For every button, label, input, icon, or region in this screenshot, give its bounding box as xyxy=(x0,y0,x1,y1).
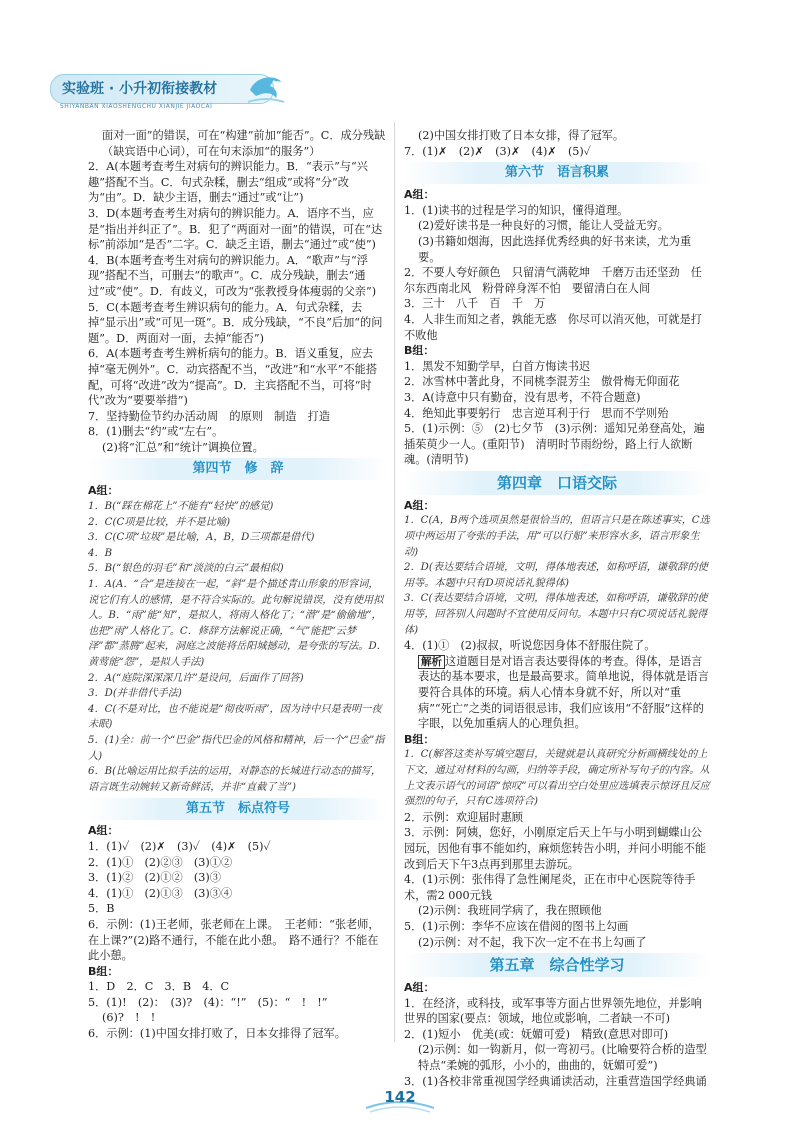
section-title: 第五节 标点符号 xyxy=(88,798,388,820)
answer-item: 5．B(“银色的羽毛”和“淡淡的白云”最相似) xyxy=(88,563,284,575)
answer-item: 5．C(本题考查考生辨识病句的能力。A．句式杂糅，去掉“显示出”或“可见一斑”。B．成分残缺，“不良”后加“的问题”。D．两面对一面，去掉“能否”) xyxy=(88,300,383,345)
answer-item: 1．黑发不知勤学早，白首方悔读书迟 xyxy=(404,359,591,373)
answer-item: 4．B(本题考查考生对病句的辨识能力。A．“歌声”与“浮现”搭配不当，可删去“的歌声”。C．成分残缺，删去“通过”或“使”。D．有歧义，可改为“张教授身体瘦弱的父亲”) xyxy=(88,253,377,298)
chapter-title: 第五章 综合性学习 xyxy=(404,953,710,977)
answer-item: 7．坚持勤俭节约办活动周 的原则 制造 打造 xyxy=(88,409,331,423)
group-label: B组： xyxy=(88,964,119,978)
answer-item: 3．(1)各校非常重视国学经典诵读活动，注重营造国学经典诵 xyxy=(404,1074,707,1088)
answer-item: (2)示例：我班同学病了，我在照顾他 xyxy=(418,904,602,918)
answer-item: 3．(1)② (2)①② (3)③ xyxy=(88,871,221,885)
book-subtitle: SHIYANBAN XIAOSHENGCHU XIANJIE JIAOCAI xyxy=(60,103,213,110)
section-title: 第六节 语言积累 xyxy=(404,162,710,184)
text-line: （缺宾语中心词），可在句末添加“的服务”） xyxy=(102,144,321,158)
answer-item: 5．(1)示例：李华不应该在借阅的图书上勾画 xyxy=(404,919,629,933)
answer-item: 5．(1)示例：⑤ (2)七夕节 (3)示例：遥知兄弟登高处，遍插茱萸少一人。(重阳节) 清明时节雨纷纷，路上行人欲断魂。(清明节) xyxy=(404,422,705,467)
group-label: A组： xyxy=(88,824,119,838)
section-title: 第四节 修 辞 xyxy=(88,458,388,480)
answer-item: 3．A(诗意中只有勤奋，没有思考，不符合题意) xyxy=(404,390,641,404)
book-header xyxy=(50,72,280,120)
answer-item: 6．示例：(1)王老师，张老师在上课。 王老师：“张老师，在上课?”(2)路不通行，不能在此小憩。 路不通行？不能在此小憩。 xyxy=(88,917,380,963)
answer-item: 1．B(“踩在棉花上”不能有“轻快”的感觉) xyxy=(88,501,274,513)
answer-item: 3．D(并非借代手法) xyxy=(88,688,182,700)
answer-item: 2．A(本题考查考生对病句的辨识能力。B．“表示”与“兴趣”搭配不当。C．句式杂糅，删去“组成”或将“分”改为“由”。D．缺少主语，删去“通过”或“让”) xyxy=(88,160,368,205)
answer-item: 8．(1)删去“约”或“左右”。 xyxy=(88,425,224,439)
answer-item: (2)爱好读书是一种良好的习惯，能让人受益无穷。 xyxy=(418,219,669,233)
answer-item: 6．A(本题考查考生辨析病句的能力。B．语义重复，应去掉“毫无例外”。C．动宾搭配不当，“改进”和“水平”不能搭配，可将“改进”改为“提高”。D．主宾搭配不当，可将“时代”改为“要要举措”) xyxy=(88,347,378,408)
answer-item: (2)示例：如一钩新月，似一弯初弓。(比喻要符合桥的造型特点“柔婉的弧形，小小的，曲曲的，妩媚可爱”) xyxy=(418,1043,707,1073)
answer-item: 1．(1)读书的过程是学习的知识，懂得道理。 xyxy=(404,203,629,217)
book-title: 实验班 · 小升初衔接教材 xyxy=(62,81,218,97)
answer-item: 3．D(本题考查考生对病句的辨识能力。A．语序不当，应是“指出并纠正了”。B．犯了“两面对一面”的错误，可在“达标”前添加“是否”二字。C．缺乏主语，删去“通过”或“使”) xyxy=(88,206,383,252)
text-line: 7．(1)✗ (2)✗ (3)✗ (4)✗ (5)✓ xyxy=(404,144,592,158)
answer-item: 5．B xyxy=(88,902,115,916)
answer-item: 4．B xyxy=(88,547,113,559)
answer-item: 2．C(C项是比较，并不是比喻) xyxy=(88,516,231,528)
chapter-title: 第四章 口语交际 xyxy=(404,471,710,495)
group-label: A组： xyxy=(88,484,119,498)
page-number-badge xyxy=(360,1082,440,1116)
answer-item: 3．C(表达要结合语境，文明，得体地表述，如称呼语，谦敬辞的使用等，回答别人问题时不宜使用反问句。本题中只有C项说话礼貌得体) xyxy=(404,593,708,636)
analysis-paragraph xyxy=(404,654,710,732)
dolphin-icon xyxy=(246,68,286,106)
answer-item: 2．A(“庭院深深深几许”是设问，后面作了回答) xyxy=(88,672,304,684)
answer-item: 5．(1)! (2)： (3)? (4)：“!” (5)：“ ! !” xyxy=(88,995,328,1009)
answer-item: 4．C(不是对比，也不能说是“彻夜听雨”，因为诗中只是表明一夜未眠) xyxy=(88,703,382,731)
answer-item: 1．C(解答这类补写填空题目，关键就是认真研究分析画横线处的上下文，通过对材料的勾画，归纳等手段，确定所补写句子的内容。从上文表示语气的词语“惊叹”可以看出空白处里应选填表示惊讶且反应强烈的句子，只有C选项符合) xyxy=(404,749,710,808)
answer-item: 3．C(C项“垃圾”是比喻，A，B，D三项都是借代) xyxy=(88,532,315,544)
answer-item: 2．(1)短小 优美(或：妩媚可爱) 精致(意思对即可) xyxy=(404,1027,669,1041)
group-label: B组： xyxy=(404,344,435,358)
answer-item: 6．示例：(1)中国女排打败了，日本女排得了冠军。 xyxy=(88,1027,346,1041)
page-number: 142 xyxy=(384,1088,416,1106)
text-line: 面对一面”的错误，可在“构建”前加“能否”。C．成分残缺 xyxy=(102,129,386,142)
answer-item: 2．D(表达要结合语境，文明，得体地表述，如称呼语，谦敬辞的使用等。本题中只有D项说话礼貌得体) xyxy=(404,562,708,589)
answer-item: 4．(1)① (2)叔叔，听说您因身体不舒服住院了。 xyxy=(404,639,656,653)
answer-item: 1．D 2．C 3．B 4．C xyxy=(88,980,230,994)
answer-item: 2．(1)① (2)②③ (3)①② xyxy=(88,855,233,869)
answer-item: (2)示例：对不起，我下次一定不在书上勾画了 xyxy=(418,935,647,949)
left-column xyxy=(88,128,388,1042)
group-label: B组： xyxy=(404,732,435,746)
answer-item: 6．B(比喻运用比拟手法的运用，对静态的长城进行动态的描写，语言既生动婉转又新奇鲜活，并非“直截了当”) xyxy=(88,766,382,793)
answer-item: (6)? ! ! xyxy=(102,1011,156,1025)
group-label: A组： xyxy=(404,188,435,202)
answer-item: 1．C(A，B两个选项虽然是很恰当的，但语言只是在陈述事实，C选项中两运用了夸张的手法，用“可以行船”来形容水多，语言形象生动) xyxy=(404,515,710,558)
right-column xyxy=(404,128,710,1089)
answer-item: (3)书籍如烟海，因此选择优秀经典的好书来读，尤为重要。 xyxy=(418,234,692,264)
answer-item: 4．(1)示例：张伟得了急性阑尾炎，正在市中心医院等待手术，需2 000元钱 xyxy=(404,873,696,902)
group-label: A组： xyxy=(404,498,435,512)
answer-item: 1．在经济，或科技，或军事等方面占世界领先地位，并影响世界的国家(要点：领域，地位或影响，二者缺一不可) xyxy=(404,996,702,1026)
answer-item: 5．(1)全：前一个“巴金”指代巴金的风格和精神，后一个“巴金”指人) xyxy=(88,734,385,762)
answer-item: 1．(1)✓ (2)✗ (3)✓ (4)✗ (5)✓ xyxy=(88,839,271,853)
answer-item: 4．(1)① (2)①③ (3)③④ xyxy=(88,886,233,900)
answer-item: 2．冰雪林中著此身，不同桃李混芳尘 傲骨梅无仰面花 xyxy=(404,375,680,389)
answer-item: 2．示例：欢迎届时惠顾 xyxy=(404,810,523,824)
answer-item: 1．A(A．“合”是连接在一起，“斜”是个描述青山形象的形容词，说它们有人的感情，是不符合实际的。此句解说错误，没有使用拟人。B．“雨”能“知”，是拟人，将雨人格化了；“潜”是“偷偷地”，也把“雨”人格化了。C．修辞方法解说正确，“气”能把“云梦泽”都“蒸腾”起来，洞庭之波能将岳阳城撼动，是夸张的写法。D．黄莺能“怨”，是拟人手法) xyxy=(88,579,387,668)
answer-item: 4．绝知此事要躬行 忠言逆耳利于行 思而不学则殆 xyxy=(404,406,669,420)
answer-item: 2．不要人夸好颜色 只留清气满乾坤 千磨万击还坚劲 任尔东西南北风 粉骨碎身浑不怕 要留清白在人间 xyxy=(404,266,702,295)
answer-item: (2)将“汇总”和“统计”调换位置。 xyxy=(102,440,264,454)
answer-item: 3．示例：阿姨，您好，小刚原定后天上午与小明到蝴蝶山公园玩，因他有事不能如约，麻烦您转告小明，并问小明能不能改到后天下午3点再到那里去游玩。 xyxy=(404,826,707,871)
answer-item: 4．人非生而知之者，孰能无惑 你尽可以消灭他，可就是打不败他 xyxy=(404,312,702,342)
analysis-tag: 解析 xyxy=(418,655,445,669)
group-label: A组： xyxy=(404,981,435,995)
analysis-text: 这道题目是对语言表达要得体的考查。得体，是语言表达的基本要求，也是最高要求。简单地说，得体就是语言要符合具体的环境。病人心情本身就不好，所以对“重病”“死亡”之类的词语很忌讳，我们应该用“不舒服”这样的字眼，以免加重病人的心理负担。 xyxy=(418,654,709,731)
answer-item: 3．三十 八千 百 千 万 xyxy=(404,297,546,311)
text-line: (2)中国女排打败了日本女排，得了冠军。 xyxy=(418,129,625,142)
column-divider xyxy=(394,122,395,1042)
